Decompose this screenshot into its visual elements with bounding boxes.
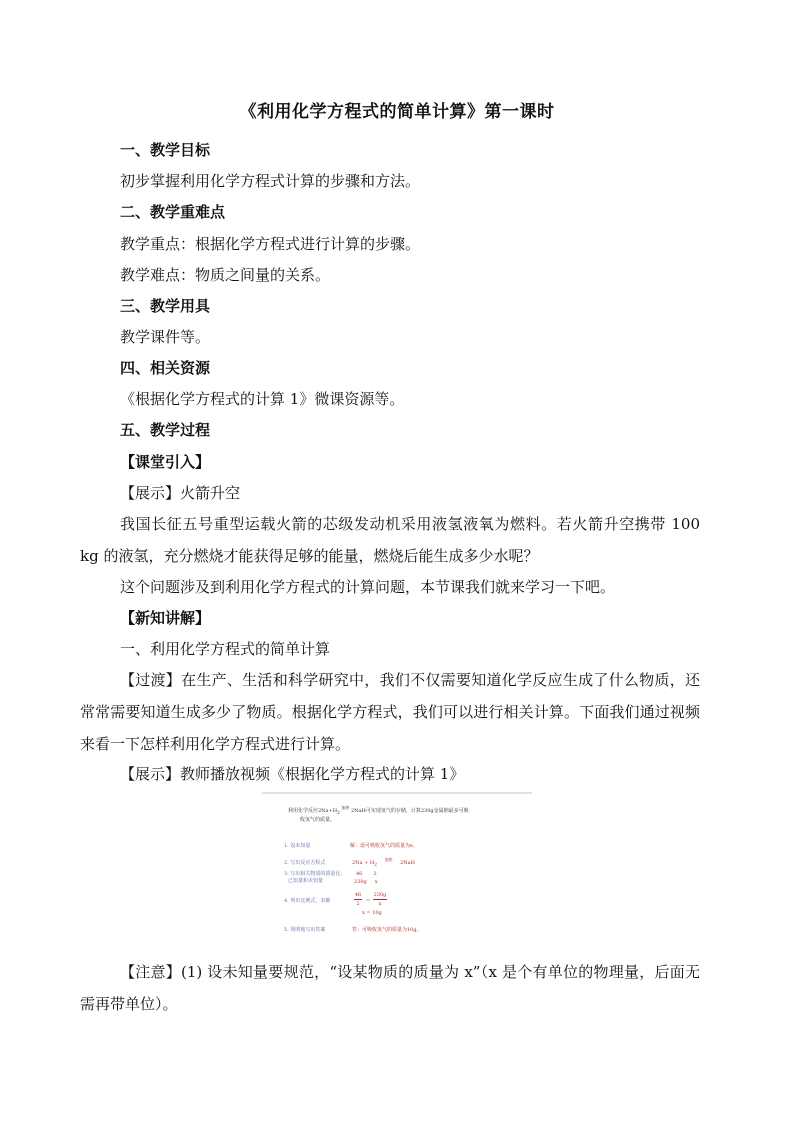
result: x = 10g xyxy=(362,910,382,916)
step-4: 4. 列出比例式，求解 xyxy=(284,898,331,904)
section-heading-key-points: 二、教学重难点 xyxy=(120,203,226,221)
known-unknown: 230g x xyxy=(354,879,378,885)
key-point-text: 教学重点：根据化学方程式进行计算的步骤。 xyxy=(120,235,421,253)
tools-text: 教学课件等。 xyxy=(120,328,211,346)
difficulty-text: 教学难点：物质之间量的关系。 xyxy=(120,266,331,284)
equation: $2Na + H_2$ $^{加热}$ 2NaH xyxy=(352,857,416,867)
note-paragraph: 【注意】(1) 设未知量要规范，“设某物质的质量为 x”（x 是个有单位的物理量，后面无需再带单位）。 xyxy=(80,963,700,1013)
class-intro-label: 【课堂引入】 xyxy=(120,453,211,471)
section-heading-tools: 三、教学用具 xyxy=(120,297,211,315)
step-3-cont: 已知量和未知量 xyxy=(288,878,324,884)
video-screenshot-figure xyxy=(262,792,532,944)
answer-5: 答：可吸收氢气的质量为10g。 xyxy=(352,927,422,933)
step-3: 3. 写出相关物质的质量比、 xyxy=(284,871,346,877)
problem-statement-cont: 收氢气的质量。 xyxy=(300,817,336,823)
rocket-paragraph: 我国长征五号重型运载火箭的芯级发动机采用液氢液氧为燃料。若火箭升空携带 100 kg 的液氢，充分燃烧才能获得足够的能量，燃烧后能生成多少水呢？ xyxy=(80,515,700,565)
new-knowledge-label: 【新知讲解】 xyxy=(120,609,211,627)
show-rocket-text: 【展示】火箭升空 xyxy=(120,484,241,502)
document-title: 《利用化学方程式的简单计算》第一课时 xyxy=(239,102,555,122)
step-1: 1. 设未知量 xyxy=(284,843,311,849)
section-heading-resources: 四、相关资源 xyxy=(120,359,211,377)
answer-1: 解：设可吸收氢气的质量为x。 xyxy=(350,843,418,849)
mass-ratio: 46 2 xyxy=(356,871,377,877)
section-heading-process: 五、教学过程 xyxy=(120,421,211,439)
step-5: 5. 简明地写出答案 xyxy=(284,927,326,933)
fraction-left: 46 2 xyxy=(354,892,362,907)
transition-paragraph: 这个问题涉及到利用化学方程式的计算问题，本节课我们就来学习一下吧。 xyxy=(120,578,616,596)
objectives-text: 初步掌握利用化学方程式计算的步骤和方法。 xyxy=(120,172,421,190)
fraction-right: 230g x xyxy=(373,892,387,907)
equals-sign: = xyxy=(366,898,371,904)
problem-statement: 利用化学反应$2Na+H_2$ $^{加热}$ 2NaH可实现氢气的存储，计算230g金属钠最多可吸 xyxy=(288,805,469,815)
section-heading-objectives: 一、教学目标 xyxy=(120,141,211,159)
transition-text: 【过渡】在生产、生活和科学研究中，我们不仅需要知道化学反应生成了什么物质，还常常需要知道生成多少了物质。根据化学方程式，我们可以进行相关计算。下面我们通过视频来看一下怎样利用化学方程式进行计算。 xyxy=(80,671,700,753)
subsection-title: 一、利用化学方程式的简单计算 xyxy=(120,640,331,658)
step-2: 2. 写出反应方程式 xyxy=(284,860,326,866)
show-video-text: 【展示】教师播放视频《根据化学方程式的计算 1》 xyxy=(120,765,465,783)
resources-text: 《根据化学方程式的计算 1》微课资源等。 xyxy=(120,390,405,408)
